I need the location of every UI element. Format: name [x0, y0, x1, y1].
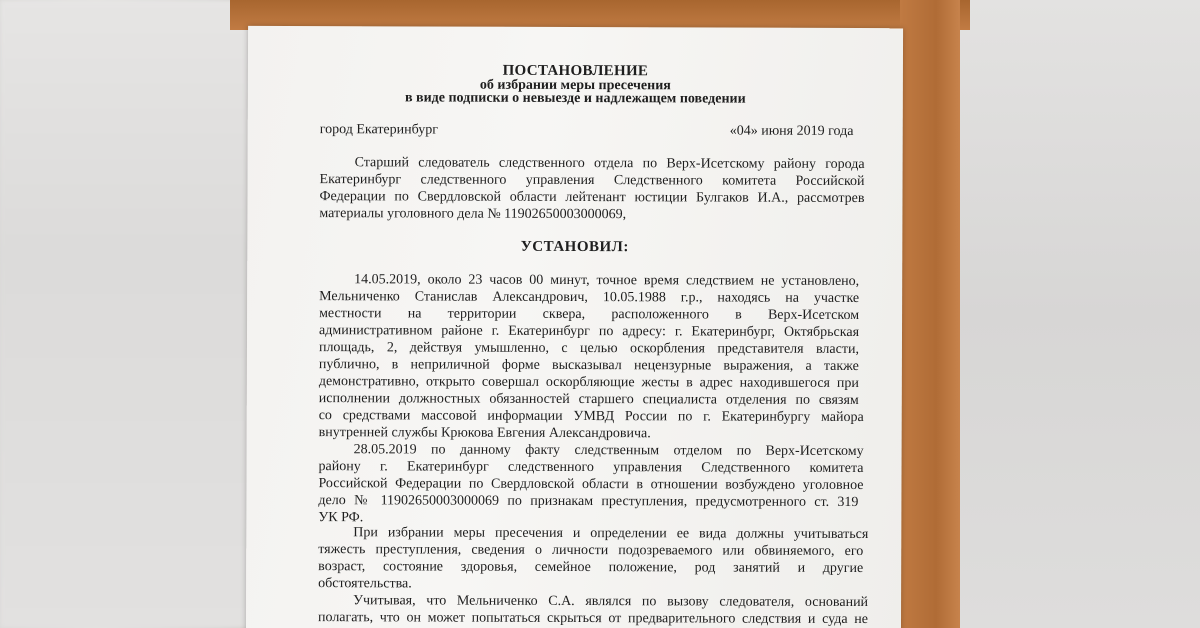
paragraph-1-line: площадь, 2, действуя умышленно, с целью оскорбления представителя власти, [318, 340, 859, 357]
paragraph-3-line: При избрании меры пресечения и определении ее вида должны учитываться [353, 525, 869, 543]
paragraph-1-line: со средствами массовой информации УМВД России по г. Екатеринбургу майора [318, 408, 864, 426]
document-subtitle-1: об избрании меры пресечения [479, 77, 671, 94]
intro-line: Старший следователь следственного отдела по Верх-Исетскому району города [354, 155, 865, 173]
paragraph-2-line: УК РФ. [318, 510, 364, 526]
document-date: «04» июня 2019 года [729, 123, 854, 139]
intro-line: материалы уголовного дела № 11902650003000069, [319, 206, 627, 223]
paragraph-4-line: полагать, что он может попытаться скрыться от предварительного следствия и суда не [317, 610, 869, 628]
paragraph-1-line: демонстративно, открыто совершал оскорбляющие жесты в адрес находившегося при [318, 374, 859, 391]
document-subtitle-2: в виде подписки о невыезде и надлежащем поведении [404, 90, 746, 107]
paragraph-3-line: возраст, состояние здоровья, семейное положение, род занятий и другие [318, 559, 864, 577]
paragraph-2-line: району г. Екатеринбург следственного управления Следственного комитета [318, 459, 864, 477]
section-heading: УСТАНОВИЛ: [520, 238, 629, 256]
paragraph-1-line: административном районе г. Екатеринбург по адресу: г. Екатеринбург, Октябрьская [318, 323, 860, 340]
paragraph-3-line: обстоятельства. [318, 576, 412, 592]
paragraph-1-line: исполнении должностных обязанностей старшего специалиста отделения по связям [318, 391, 859, 408]
wooden-desk-right [900, 0, 960, 628]
intro-line: Екатеринбург следственного управления Следственного комитета Российской [319, 172, 865, 190]
paragraph-3-line: тяжесть преступления, сведения о личности подозреваемого или обвиняемого, его [318, 542, 864, 560]
paragraph-4-line: Учитывая, что Мельниченко С.А. являлся по вызову следователя, оснований [353, 593, 869, 611]
document-title: ПОСТАНОВЛЕНИЕ [502, 62, 649, 80]
document-sheet [246, 26, 903, 628]
paragraph-1-line: Мельниченко Станислав Александрович, 10.05.1988 г.р., находясь на участке [319, 289, 860, 306]
paragraph-1-line: местности на территории сквера, расположенного в Верх-Исетском [319, 306, 860, 323]
paragraph-1-line: публично, в неприличной форме высказывал нецензурные выражения, а также [318, 357, 859, 374]
paragraph-1-line: 14.05.2019, около 23 часов 00 минут, точное время следствием не установлено, [354, 272, 860, 289]
paragraph-1-line: внутренней службы Крюкова Евгения Александровича. [318, 425, 651, 442]
paragraph-2-line: Российской Федерации по Свердловской области в отношении возбуждено уголовное [318, 476, 864, 494]
blurred-background-left [0, 0, 250, 628]
paragraph-2-line: 28.05.2019 по данному факту следственным отделом по Верх-Исетскому [353, 442, 864, 460]
paragraph-2-line: дело № 11902650003000069 по признакам преступления, предусмотренного ст. 319 [318, 493, 859, 510]
intro-line: Федерации по Свердловской области лейтенант юстиции Булгаков И.А., рассмотрев [319, 189, 865, 207]
city-label: город Екатеринбург [319, 122, 439, 138]
